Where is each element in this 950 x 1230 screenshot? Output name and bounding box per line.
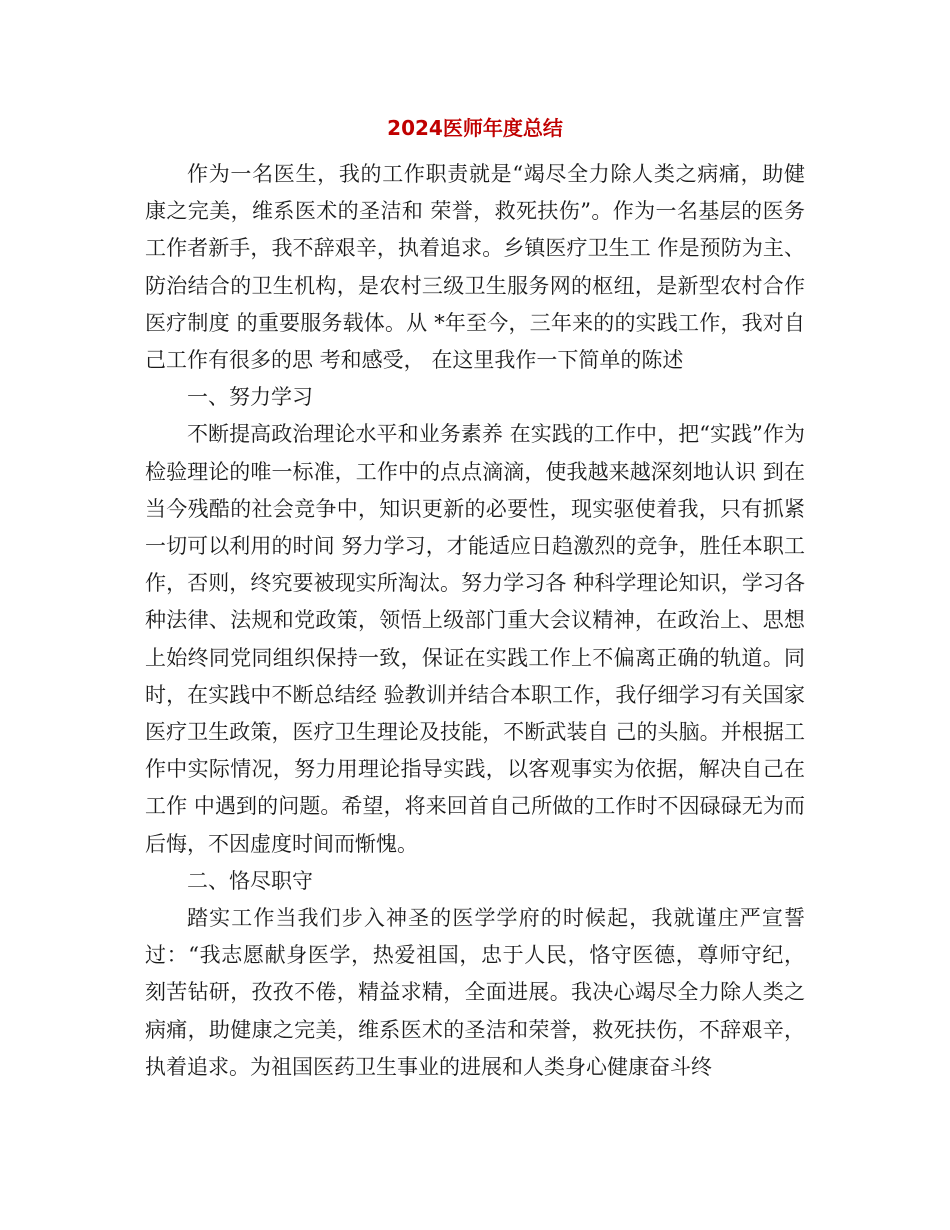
paragraph-study: 不断提高政治理论水平和业务素养 在实践的工作中，把“实践”作为检验理论的唯一标准，工作中的点点滴滴，使我越来越深刻地认识 到在当今残酷的社会竞争中，知识更新的必要性，现实驱使着我，只有抓紧一切可以利用的时间 努力学习，才能适应日趋激烈的竞争，胜任本职工作，否则，终究要被现实所淘汰。努力学习各 种科学理论知识，学习各种法律、法规和党政策，领悟上级部门重大会议精神，在政治上、思想 上始终同党同组织保持一致，保证在实践工作上不偏离正确的轨道。同时，在实践中不断总结经 验教训并结合本职工作，我仔细学习有关国家医疗卫生政策，医疗卫生理论及技能，不断武装自 己的头脑。并根据工作中实际情况，努力用理论指导实践，以客观事实为依据，解决自己在工作 中遇到的问题。希望，将来回首自己所做的工作时不因碌碌无为而后悔，不因虚度时间而惭愧。: [145, 422, 805, 856]
section-heading-study: 一、努力学习: [187, 385, 313, 410]
document-body: [145, 156, 805, 1086]
paragraph-intro: 作为一名医生，我的工作职责就是“竭尽全力除人类之病痛，助健康之完美，维系医术的圣洁和 荣誉，救死扶伤”。作为一名基层的医务工作者新手，我不辞艰辛，执着追求。乡镇医疗卫生工 作是预防为主、防治结合的卫生机构，是农村三级卫生服务网的枢纽，是新型农村合作医疗制度 的重要服务载体。从 *年至今，三年来的的实践工作，我对自己工作有很多的思 考和感受， 在这里我作一下简单的陈述: [145, 162, 805, 373]
section-heading-duty: 二、恪尽职守: [187, 868, 313, 893]
document-title: 2024医师年度总结: [387, 116, 563, 140]
paragraph-duty: 踏实工作当我们步入神圣的医学学府的时候起，我就谨庄严宣誓过：“我志愿献身医学，热爱祖国，忠于人民，恪守医德，尊师守纪，刻苦钻研，孜孜不倦，精益求精，全面进展。我决心竭尽全力除人类之病痛，助健康之完美，维系医术的圣洁和荣誉，救死扶伤，不辞艰辛，执着追求。为祖国医药卫生事业的进展和人类身心健康奋斗终: [145, 906, 805, 1079]
